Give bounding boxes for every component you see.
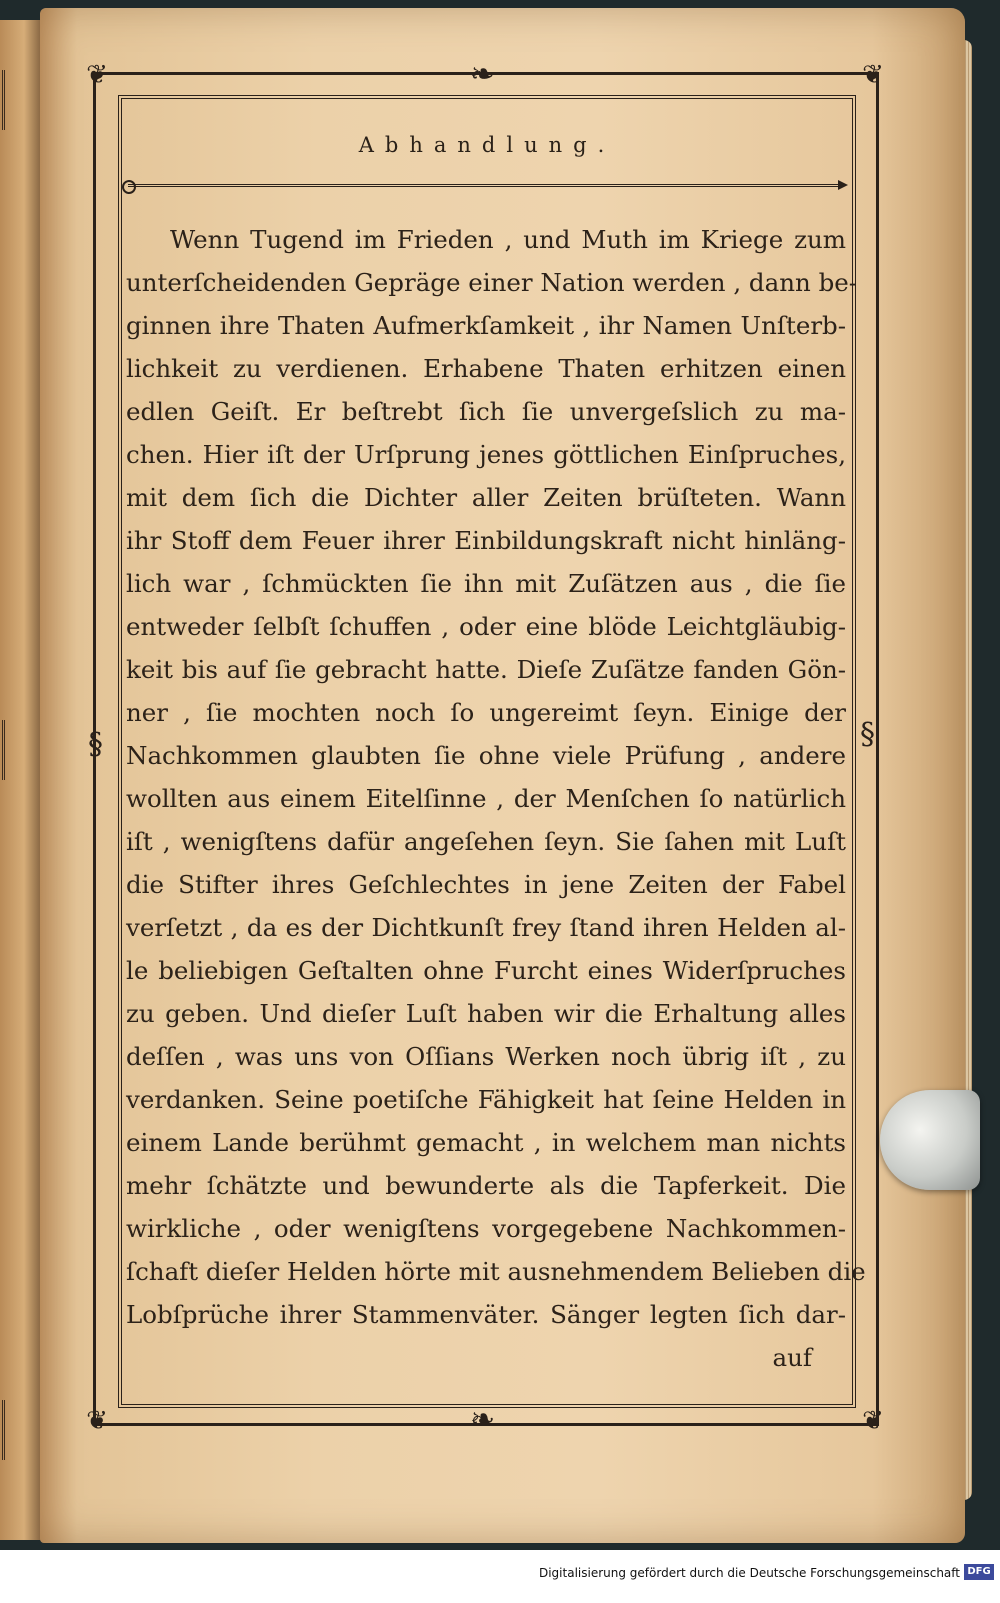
page-header: Abhandlung.	[358, 133, 616, 157]
facing-page-edge	[0, 20, 42, 1540]
text-line: verdanken. Seine poetiſche Fähigkeit hat ſeine Helden in	[126, 1085, 846, 1114]
text-line: chen. Hier iſt der Urſprung jenes göttlichen Einſpruches,	[126, 440, 846, 469]
footer-credit: Digitalisierung gefördert durch die Deutsche Forschungsgemeinschaft	[538, 1566, 960, 1580]
text-line: verſetzt , da es der Dichtkunſt frey ſtand ihren Helden al-	[126, 913, 846, 942]
text-line: die Stifter ihres Geſchlechtes in jene Zeiten der Fabel	[126, 870, 846, 899]
text-line: wollten aus einem Eitelſinne , der Menſchen ſo natürlich	[126, 784, 846, 813]
text-line: einem Lande berühmt gemacht , in welchem man nichts	[126, 1128, 846, 1157]
bottom-center-ornament-icon: ❧	[470, 1402, 496, 1437]
text-line: edlen Geiſt. Er beſtrebt ſich ſie unvergeſslich zu ma-	[126, 397, 846, 426]
footer-bar	[0, 1550, 1000, 1603]
text-line: ihr Stoff dem Feuer ihrer Einbildungskraft nicht hinläng-	[126, 526, 846, 555]
text-line: entweder ſelbſt ſchuffen , oder eine blöde Leichtgläubig-	[126, 612, 846, 641]
text-line: ginnen ihre Thaten Aufmerkſamkeit , ihr Namen Unſterb-	[126, 311, 846, 340]
corner-ornament-icon: ❦	[86, 60, 108, 90]
ornament-icon	[2, 1400, 33, 1460]
text-line: ſchaft dieſer Helden hörte mit ausnehmendem Belieben die	[126, 1257, 866, 1286]
dfg-logo: DFG	[964, 1564, 994, 1580]
text-line: zu geben. Und dieſer Luſt haben wir die Erhaltung alles	[126, 999, 846, 1028]
page-clip	[880, 1090, 980, 1190]
left-side-ornament-icon: §	[88, 727, 103, 762]
corner-ornament-icon: ❦	[86, 1406, 108, 1436]
body-text	[126, 218, 866, 1379]
text-line: mit dem ſich die Dichter aller Zeiten brüſteten. Wann	[126, 483, 846, 512]
text-line: iſt , wenigſtens dafür angeſehen ſeyn. Sie ſahen mit Luſt	[126, 827, 846, 856]
text-line: Wenn Tugend im Frieden , und Muth im Kriege zum	[170, 225, 846, 254]
text-line: Lobſprüche ihrer Stammenväter. Sänger legten ſich dar-	[126, 1300, 846, 1329]
text-line: unterſcheidenden Gepräge einer Nation werden , dann be-	[126, 268, 858, 297]
text-line: keit bis auf ſie gebracht hatte. Dieſe Zuſätze fanden Gön-	[126, 655, 846, 684]
ornament-icon	[2, 70, 33, 130]
text-line: deſſen , was uns von Oſſians Werken noch übrig iſt , zu	[126, 1042, 846, 1071]
text-line: lichkeit zu verdienen. Erhabene Thaten erhitzen einen	[126, 354, 846, 383]
text-line: le beliebigen Geſtalten ohne Furcht eines Widerſpruches	[126, 956, 846, 985]
header-rule	[128, 184, 840, 187]
catchword: auf	[772, 1343, 812, 1372]
text-line: Nachkommen glaubten ſie ohne viele Prüfung , andere	[126, 741, 846, 770]
text-line: wirkliche , oder wenigſtens vorgegebene Nachkommen-	[126, 1214, 846, 1243]
right-side-ornament-icon: §	[860, 717, 875, 752]
ornament-icon	[2, 720, 33, 780]
text-line: mehr ſchätzte und bewunderte als die Tapferkeit. Die	[126, 1171, 846, 1200]
text-line: ner , ſie mochten noch ſo ungereimt ſeyn. Einige der	[126, 698, 846, 727]
corner-ornament-icon: ❦	[862, 60, 884, 90]
corner-ornament-icon: ❦	[862, 1406, 884, 1436]
text-line: lich war , ſchmückten ſie ihn mit Zuſätzen aus , die ſie	[126, 569, 846, 598]
top-center-ornament-icon: ❧	[470, 57, 496, 92]
